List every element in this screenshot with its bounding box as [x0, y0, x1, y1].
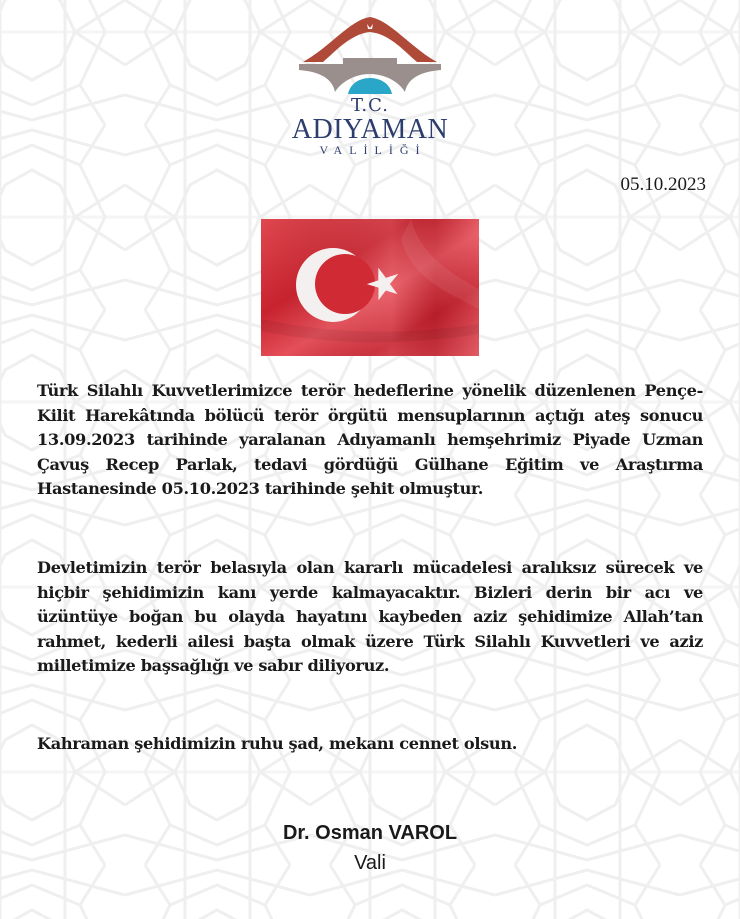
signatory-name: Dr. Osman VAROL — [282, 822, 458, 844]
logo-city-name: ADIYAMAN — [291, 114, 449, 145]
announcement-date: 05.10.2023 — [620, 174, 706, 195]
adiyaman-logo-icon — [295, 12, 445, 97]
turkish-flag-image — [261, 219, 479, 356]
signatory-title: Vali — [354, 852, 386, 874]
logo-valiligi-text: VALİLİĞİ — [319, 143, 427, 157]
signature-block — [0, 820, 740, 880]
logo-tc-text: T.C. — [351, 95, 389, 116]
paragraph-closing-prayer: Kahraman şehidimizin ruhu şad, mekanı cennet olsun. — [37, 734, 518, 753]
turkish-flag-icon — [261, 219, 479, 356]
adiyaman-valiligi-logo — [291, 12, 449, 162]
paragraph-martyr-announcement: Türk Silahlı Kuvvetlerimizce terör hedeflerine yönelik düzenlenen Pençe-Kilit Harekâtında bölücü terör örgütü mensuplarının açtığı ateş sonucu 13.09.2023 tarihinde yaralanan Adıyamanlı hemşehrimiz Piyade Uzman Çavuş Recep Parlak, tedavi gördüğü Gülhane Eğitim ve Araştırma Hastanesinde 05.10.2023 tarihinde şehit olmuştur. — [37, 381, 703, 498]
paragraph-condolences: Devletimizin terör belasıyla olan kararlı mücadelesi aralıksız sürecek ve hiçbir şehidimizin kanı yerde kalmayacaktır. Bizleri derin bir acı ve üzüntüye boğan bu olayda hayatını kaybeden aziz şehidimize Allah’tan rahmet, kederli ailesi başta olmak üzere Türk Silahlı Kuvvetleri ve aziz milletimize başsağlığı ve sabır diliyoruz. — [37, 558, 703, 675]
